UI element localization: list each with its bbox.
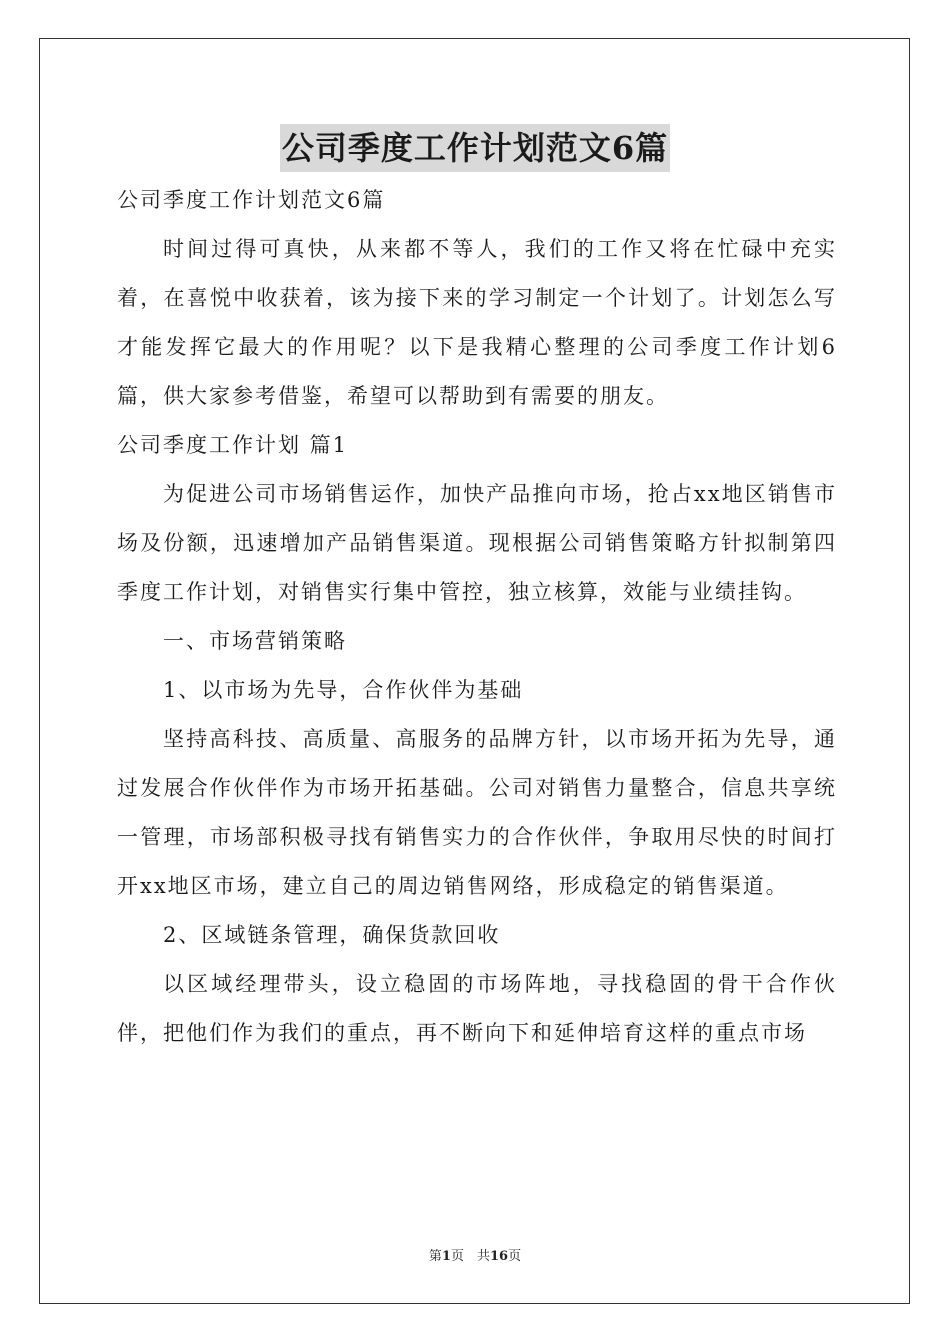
heading-regional-chain: 2、区域链条管理，确保货款回收 xyxy=(163,923,501,947)
heading-market-first: 1、以市场为先导，合作伙伴为基础 xyxy=(163,678,524,702)
footer-page-number: 1 xyxy=(441,1249,451,1264)
subtitle-line: 公司季度工作计划范文6篇 xyxy=(117,188,386,212)
regional-chain-paragraph: 以区域经理带头，设立稳固的市场阵地，寻找稳固的骨干合作伙伴，把他们作为我们的重点，再不断向下和延伸培育这样的重点市场 xyxy=(117,972,837,1045)
heading-marketing-strategy: 一、市场营销策略 xyxy=(163,629,347,653)
footer-prefix: 第 xyxy=(428,1249,442,1264)
section-1-paragraph: 为促进公司市场销售运作，加快产品推向市场，抢占xx地区销售市场及份额，迅速增加产品销售渠道。现根据公司销售策略方针拟制第四季度工作计划，对销售实行集中管控，独立核算，效能与业绩挂钩。 xyxy=(117,482,837,604)
intro-paragraph: 时间过得可真快，从来都不等人，我们的工作又将在忙碌中充实着，在喜悦中收获着，该为接下来的学习制定一个计划了。计划怎么写才能发挥它最大的作用呢？以下是我精心整理的公司季度工作计划6篇，供大家参考借鉴，希望可以帮助到有需要的朋友。 xyxy=(117,237,837,408)
footer-mid: 页 共 xyxy=(450,1249,490,1264)
section-heading-1: 公司季度工作计划 篇1 xyxy=(117,433,349,457)
page-footer xyxy=(0,1245,950,1264)
footer-total-pages: 16 xyxy=(489,1249,509,1264)
footer-suffix: 页 xyxy=(508,1249,522,1264)
document-title: 公司季度工作计划范文6篇 xyxy=(280,124,670,172)
title-container xyxy=(0,124,950,172)
market-first-paragraph: 坚持高科技、高质量、高服务的品牌方针，以市场开拓为先导，通过发展合作伙伴作为市场开拓基础。公司对销售力量整合，信息共享统一管理，市场部积极寻找有销售实力的合作伙伴，争取用尽快的时间打开xx地区市场，建立自己的周边销售网络，形成稳定的销售渠道。 xyxy=(117,727,837,898)
document-body xyxy=(117,176,837,1058)
